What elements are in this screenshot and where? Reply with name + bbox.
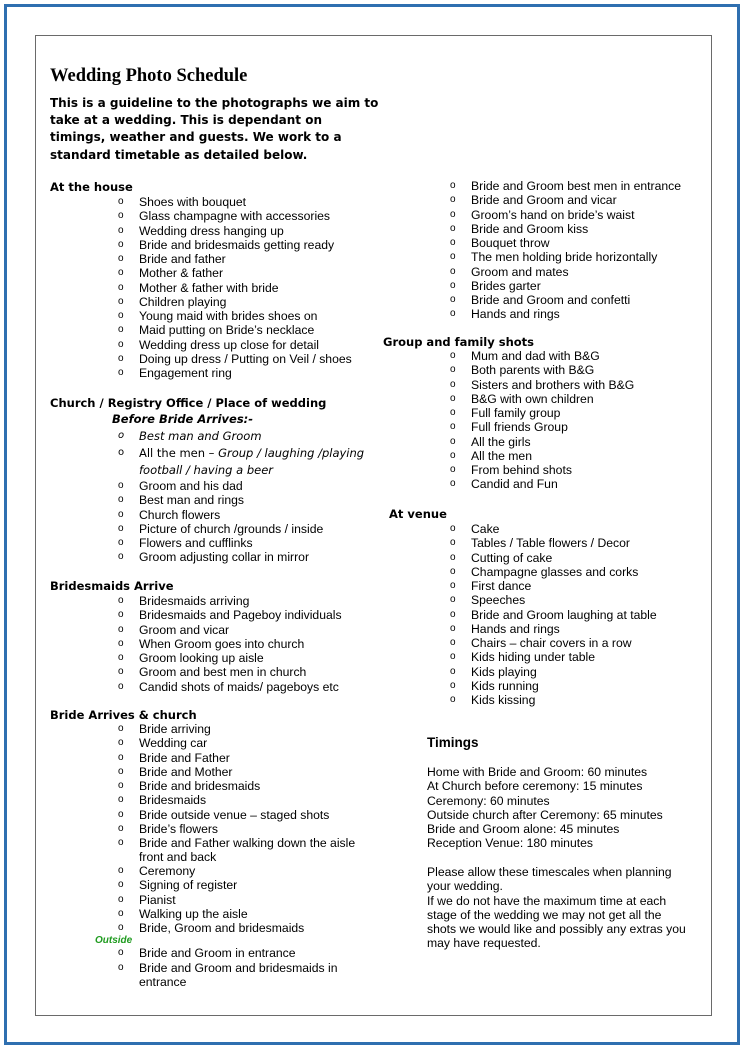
- list-item: o Full family group: [471, 406, 634, 420]
- church-italic-list: [139, 428, 364, 478]
- list-item: o Walking up the aisle: [139, 907, 304, 921]
- timings-note: [427, 865, 686, 951]
- men-detail-1: Group / laughing /playing: [218, 445, 365, 460]
- list-item: o Candid and Fun: [471, 477, 634, 491]
- list-item: o Bridesmaids and Pageboy individuals: [139, 608, 342, 622]
- list-item: o Bride and Groom and vicar: [471, 193, 681, 207]
- list-item: o Wedding car: [139, 736, 329, 750]
- text-line: shots we would like and possibly any extras you: [427, 922, 686, 936]
- list-item: o Bride and Father: [139, 751, 329, 765]
- section-heading-house: At the house: [50, 180, 133, 194]
- house-list: [139, 195, 352, 380]
- bride-arrives-list-a: [139, 722, 329, 836]
- church-list: [139, 479, 323, 565]
- men-prefix: All the men –: [139, 445, 219, 460]
- text-line: Outside church after Ceremony: 65 minutes: [427, 807, 663, 822]
- group-list: [471, 349, 634, 492]
- list-item: o Kids kissing: [471, 693, 657, 707]
- text-line: Reception Venue: 180 minutes: [427, 836, 594, 851]
- list-item: o Picture of church /grounds / inside: [139, 522, 323, 536]
- list-item: o Best man and Groom: [139, 428, 364, 445]
- section-heading-bridesmaids: Bridesmaids Arrive: [50, 579, 174, 593]
- list-item: o Mother & father with bride: [139, 281, 352, 295]
- list-item: o The men holding bride horizontally: [471, 250, 681, 264]
- last-continuation: entrance: [139, 975, 187, 989]
- list-item: o Groom adjusting collar in mirror: [139, 550, 323, 564]
- section-heading-church: Church / Registry Office / Place of wedding: [50, 396, 327, 410]
- list-item: o Candid shots of maids/ pageboys etc: [139, 680, 342, 694]
- list-item: o Glass champagne with accessories: [139, 209, 352, 223]
- list-item: o Bride, Groom and bridesmaids: [139, 921, 304, 935]
- list-item: o Chairs – chair covers in a row: [471, 636, 657, 650]
- text-line: may have requested.: [427, 936, 541, 951]
- list-item: o Groom’s hand on bride’s waist: [471, 208, 681, 222]
- list-item: o Bride and Groom best men in entrance: [471, 179, 681, 193]
- list-item: o Sisters and brothers with B&G: [471, 378, 634, 392]
- text-line: Ceremony: 60 minutes: [427, 793, 550, 808]
- list-item: o Wedding dress up close for detail: [139, 338, 352, 352]
- list-item: o First dance: [471, 579, 657, 593]
- list-item: o Cake: [471, 522, 657, 536]
- text-line: Please allow these timescales when planning: [427, 865, 672, 879]
- list-item: o Kids playing: [471, 665, 657, 679]
- list-item: o Pianist: [139, 893, 304, 907]
- list-item: o Engagement ring: [139, 366, 352, 380]
- bride-walk-list: [139, 836, 355, 850]
- bride-last-list: [139, 961, 338, 975]
- list-item: o Church flowers: [139, 508, 323, 522]
- list-item-all-men: [139, 445, 364, 479]
- text-line: At Church before ceremony: 15 minutes: [427, 779, 643, 794]
- list-item: o Bridesmaids arriving: [139, 594, 342, 608]
- text-line: Home with Bride and Groom: 60 minutes: [427, 765, 648, 779]
- list-item: o Speeches: [471, 593, 657, 607]
- text-line: Bride and Groom alone: 45 minutes: [427, 822, 620, 836]
- section-heading-group: Group and family shots: [383, 335, 535, 349]
- list-item: o Shoes with bouquet: [139, 195, 352, 209]
- venue-list: [471, 522, 657, 707]
- list-item: o Bride arriving: [139, 722, 329, 736]
- timings-list: [427, 765, 663, 851]
- list-item-last: o Bride and Groom and bridesmaids in: [139, 961, 338, 975]
- section-heading-venue: At venue: [389, 507, 447, 521]
- list-item: o Bridesmaids: [139, 793, 329, 807]
- list-item: o Mum and dad with B&G: [471, 349, 634, 363]
- list-item: o Doing up dress / Putting on Veil / shoes: [139, 352, 352, 366]
- list-item: o Brides garter: [471, 279, 681, 293]
- bride-arrives-list-b: [139, 864, 304, 935]
- list-item: o Bride outside venue – staged shots: [139, 808, 329, 822]
- list-item: o Bride and bridesmaids: [139, 779, 329, 793]
- list-item: o Flowers and cufflinks: [139, 536, 323, 550]
- list-item-walk: o Bride and Father walking down the aisle: [139, 836, 355, 850]
- list-item: o Best man and rings: [139, 493, 323, 507]
- list-item: o Champagne glasses and corks: [471, 565, 657, 579]
- list-item: o Cutting of cake: [471, 551, 657, 565]
- list-item: o Kids running: [471, 679, 657, 693]
- outside-label: Outside: [95, 935, 133, 946]
- bridesmaids-list: [139, 594, 342, 694]
- list-item: o Children playing: [139, 295, 352, 309]
- list-item: o Groom and best men in church: [139, 665, 342, 679]
- list-item: o When Groom goes into church: [139, 637, 342, 651]
- list-item: o Bouquet throw: [471, 236, 681, 250]
- text-line: your wedding.: [427, 879, 503, 894]
- list-item: o Bride’s flowers: [139, 822, 329, 836]
- list-item: o Hands and rings: [471, 622, 657, 636]
- list-item: o Bride and Groom in entrance: [139, 946, 296, 960]
- list-item: o Bride and father: [139, 252, 352, 266]
- church-subheading: Before Bride Arrives:-: [112, 412, 254, 426]
- entrance-list: [471, 179, 681, 322]
- men-detail-2: football / having a beer: [139, 462, 274, 477]
- list-item: o Signing of register: [139, 878, 304, 892]
- list-item: o From behind shots: [471, 463, 634, 477]
- list-item: o Bride and Groom and confetti: [471, 293, 681, 307]
- list-item: o Groom and mates: [471, 265, 681, 279]
- list-item: o Mother & father: [139, 266, 352, 280]
- list-item: o Bride and Mother: [139, 765, 329, 779]
- list-item: o Bride and bridesmaids getting ready: [139, 238, 352, 252]
- intro-paragraph: This is a guideline to the photographs we aim to take at a wedding. This is dependant on timings, weather and guests. We work to a standard timetable as detailed below.: [50, 96, 379, 162]
- text-line: If we do not have the maximum time at each: [427, 893, 667, 908]
- list-item: o Groom and his dad: [139, 479, 323, 493]
- list-item: o Ceremony: [139, 864, 304, 878]
- list-item: o Groom looking up aisle: [139, 651, 342, 665]
- list-item: o Kids hiding under table: [471, 650, 657, 664]
- list-item: o Bride and Groom kiss: [471, 222, 681, 236]
- text-line: stage of the wedding we may not get all the: [427, 907, 662, 922]
- section-heading-bride-arrives: Bride Arrives & church: [50, 708, 197, 722]
- document-title: Wedding Photo Schedule: [50, 66, 248, 86]
- list-item: o Groom and vicar: [139, 623, 342, 637]
- list-item: o Young maid with brides shoes on: [139, 309, 352, 323]
- list-item: o Tables / Table flowers / Decor: [471, 536, 657, 550]
- list-item: o Maid putting on Bride’s necklace: [139, 323, 352, 337]
- list-item: o Hands and rings: [471, 307, 681, 321]
- list-item: o Bride and Groom laughing at table: [471, 608, 657, 622]
- list-item: o All the girls: [471, 435, 634, 449]
- list-item: o B&G with own children: [471, 392, 634, 406]
- bride-arrives-list-c: [139, 946, 296, 960]
- timings-heading: Timings: [427, 735, 479, 750]
- list-item: o Wedding dress hanging up: [139, 224, 352, 238]
- list-item: o Both parents with B&G: [471, 363, 634, 377]
- list-item: o Full friends Group: [471, 420, 634, 434]
- list-item: o All the men: [471, 449, 634, 463]
- walk-continuation: front and back: [139, 850, 217, 864]
